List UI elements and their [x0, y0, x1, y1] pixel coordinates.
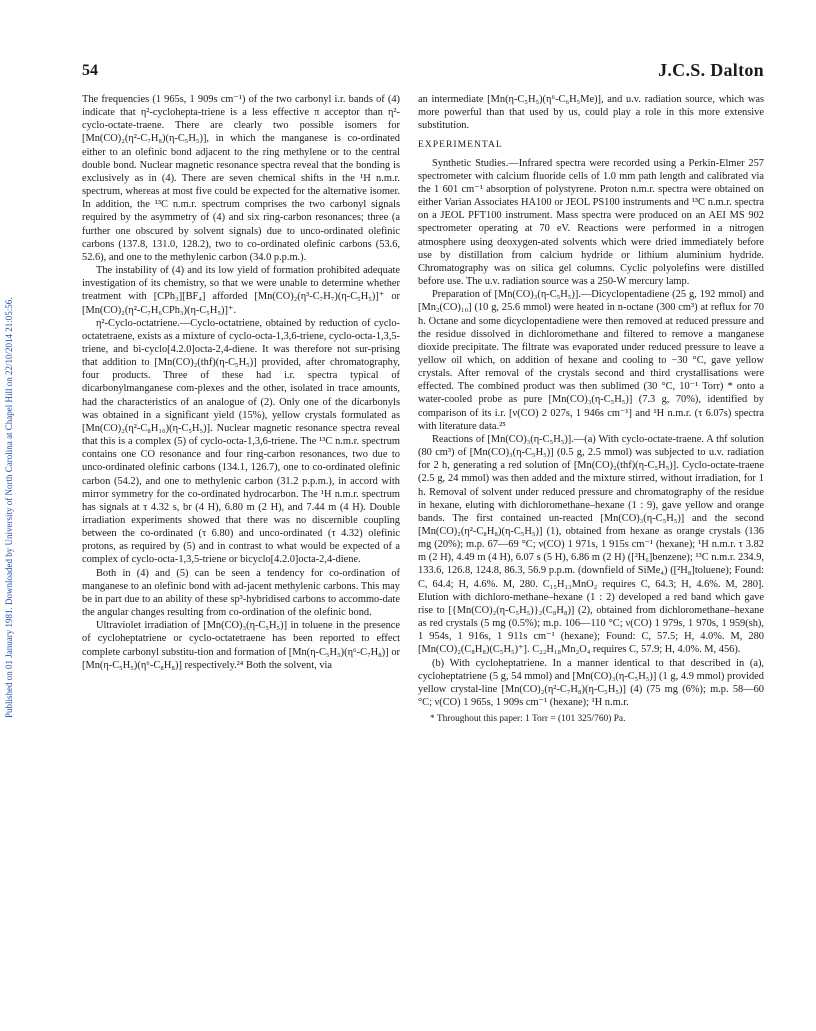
- download-stamp: [2, 140, 18, 720]
- paragraph: Both in (4) and (5) can be seen a tendency for co-ordination of manganese to an olefinic bond with ad-jacent methylenic carbons. This may be in part due to an ability of these sp³-hybridised carbons to accommo-date the angular changes resulting from co-ordination of the olefinic bond.: [82, 567, 400, 619]
- section-heading: EXPERIMENTAL: [418, 139, 503, 151]
- paragraph: an intermediate [Mn(η-C₅H₅)(η⁶-C₆H₅Me)], and u.v. radiation source, which was more powerful than that used by us, could play a role in this more extensive substitution.: [418, 94, 764, 132]
- paragraph: The instability of (4) and its low yield of formation prohibited adequate investigation of its chemistry, so that we were unable to determine whether treatment with [CPh₃][BF₄] afforded [Mn(CO)₂(η³-C₇H₇)(η-C₅H₅)]⁺ or [Mn(CO)₂(η²-C₇H₆CPh₃)(η-C₅H₅)]⁺.: [82, 265, 400, 316]
- download-stamp-text: Published on 01 January 1981. Downloaded by University of North Carolina at Chapel Hill on 22/10/2014 21:05:56.: [4, 297, 14, 718]
- left-column: [82, 93, 400, 672]
- paragraph: η²-Cyclo-octatriene.—Cyclo-octatriene, obtained by reduction of cyclo-octatetraene, exists as a mixture of cyclo-octa-1,3,6-triene, cyclo-octa-1,3,5-triene, and bi-cyclo[4.2.0]octa-2,4-diene. It was therefore not sur-prising that addition to [Mn(CO)₂(thf)(η-C₅H₅)] provided, after chromatography, four products. Three of these had i.r. spectra typical of dicarbonylmanganese com-plexes and the other, isolated in trace amounts, had the characteristics of an analogue of (2). Only one of the dicarbonyls was obtained in a significant yield (15%), yellow crystals formulated as [Mn(CO)₂(η²-C₈H₁₀)(η-C₅H₅)]. Nuclear magnetic resonance spectra reveal that this is a complex (5) of cyclo-octa-1,3,6-triene. The ¹³C n.m.r. spectrum contains one CO resonance and four ring-carbon resonances, two due to unco-ordinated olefinic carbons (134.1, 126.7), one to co-ordinated olefinic carbon (54.2), and one to methylenic carbon (31.2 p.p.m.), in accord with mirror symmetry for the co-ordinated hydrocarbon. The ¹H n.m.r. spectrum has signals at τ 4.32 s, br (4 H), 6.80 m (2 H), and 7.44 m (4 H). Double irradiation experiments showed that there was no discernible coupling between the co-ordinated (τ 6.80) and unco-ordinated (τ 4.32) olefinic protons, as required by (5) and in contrast to what would be expected of a complex of cyclo-octa-1,3,5-triene or bicyclo[4.2.0]octa-2,4-diene.: [82, 317, 400, 566]
- paragraph: The frequencies (1 965s, 1 909s cm⁻¹) of the two carbonyl i.r. bands of (4) indicate that η²-cyclohepta-triene is a less effective π acceptor than η²-cyclo-octate-traene. There are clearly two possible isomers for [Mn(CO)₂(η²-C₇H₈)(η-C₅H₅)], in which the manganese is co-ordinated either to an olefinic bond adjacent to the ring methylene or to the central double bond. Nuclear magnetic resonance spectra reveal that the bonding is exclusively as in (4). There are seven chemical shifts in the ¹H n.m.r. spectrum, whereas at most five could be expected for the alternative isomer. In addition, the ¹³C n.m.r. spectrum comprises the two carbonyl signals required by the asymmetry of (4) and six ring-carbon resonances; three (a further one obscured by solvent signals) due to unco-ordinated olefinic carbons (137.8, 131.0, 128.2), two to co-ordinated olefinic carbons (53.6, 52.6), and one to the methylenic carbon (34.0 p.p.m.).: [82, 94, 400, 263]
- footnote: * Throughout this paper: 1 Torr = (101 325/760) Pa.: [430, 714, 626, 725]
- paragraph: Reactions of [Mn(CO)₃(η-C₅H₅)].—(a) With cyclo-octate-traene. A thf solution (80 cm³) of [Mn(CO)₃(η-C₅H₅)] (0.5 g, 2.5 mmol) was subjected to u.v. radiation for 2 h, generating a red solution of [Mn(CO)₂(thf)(η-C₅H₅)]. Cyclo-octate-traene (2.5 g, 24 mmol) was then added and the mixture stirred, without irradiation, for 1 h. Removal of solvent under reduced pressure and chromatography of the residue in hexane, eluting with dichloromethane–hexane (1 : 9), gave yellow and orange bands. The first contained un-reacted [Mn(CO)₃(η-C₅H₅)] and the second [Mn(CO)₂(η²-C₈H₈)(η-C₅H₅)] (1), obtained from hexane as orange crystals (136 mg (20%); m.p. 67—69 °C; ν(CO) 1 971s, 1 915s cm⁻¹ (hexane); ¹H n.m.r. τ 3.82 m (2 H), 4.49 m (4 H), 6.07 s (5 H), 6.86 m (2 H) ([²H₆]benzene); ¹³C n.m.r. 234.9, 133.6, 126.8, 124.8, 86.3, 56.9 p.p.m. (downfield of SiMe₄) ([²H₈]toluene); Found: C, 64.4; H, 4.6%. M, 280. C₁₅H₁₃MnO₂ requires C, 64.3; H, 4.6%. M, 280]. Elution with dichloro-methane–hexane (1 : 2) developed a red band which gave rise to [{Mn(CO)₂(η-C₅H₅)}₂(C₈H₈)] (2), obtained from dichloromethane–hexane as red crystals (5 mg (0.5%); m.p. 106—110 °C; ν(CO) 1 979s, 1 970s, 1 959(sh), 1 954s, 1 916s, 1 911s cm⁻¹ (hexane); Found: C, 57.5; H, 4.0%. M, 280 [Mn(CO)₂(C₈H₈)(C₅H₅)⁺]. C₂₂H₁₈Mn₂O₄ requires C, 57.9; H, 4.0%. M, 456).: [418, 433, 764, 656]
- paragraph: Ultraviolet irradiation of [Mn(CO)₃(η-C₅H₅)] in toluene in the presence of cycloheptatriene or cyclo-octatetraene has been reported to effect complete carbonyl substitu-tion and formation of [Mn(η-C₅H₅)(η⁶-C₇H₈)] or [Mn(η-C₅H₅)(η⁶-C₈H₈)] respectively.²⁴ Both the solvent, via: [82, 620, 400, 671]
- right-column: [418, 93, 764, 726]
- paragraph: (b) With cycloheptatriene. In a manner identical to that described in (a), cycloheptatriene (5 g, 54 mmol) and [Mn(CO)₃(η-C₅H₅)] (1 g, 4.9 mmol) provided yellow crystal-line [Mn(CO)₂(η²-C₇H₈)(η-C₅H₅)] (4) (75 mg (6%); m.p. 58—60 °C; ν(CO) 1 965s, 1 909s cm⁻¹ (hexane); ¹H n.m.r.: [418, 657, 764, 709]
- page-number: 54: [82, 62, 98, 79]
- journal-title: J.C.S. Dalton: [658, 60, 764, 80]
- paragraph: Preparation of [Mn(CO)₃(η-C₅H₅)].—Dicyclopentadiene (25 g, 192 mmol) and [Mn₂(CO)₁₀] (10 g, 25.6 mmol) were heated in n-octane (300 cm³) at reflux for 70 h. Octane and some dicyclopentadiene were then removed at reduced pressure and the residue dissolved in dichloromethane and filtered to remove a manganese dioxide precipitate. The filtrate was evaporated under reduced pressure to leave a yellow oil which, on addition of hexane and cooling to −30 °C, gave yellow crystals. After removal of the crystals second and third crystallisations were effected. The combined product was then sublimed (30 °C, 10⁻¹ Torr) * onto a water-cooled probe as pure [Mn(CO)₃(η-C₅H₅)] (7.3 g, 70%), identified by comparison of its i.r. [ν(CO) 2 027s, 1 946s cm⁻¹] and ¹H n.m.r. (τ 6.07s) spectra with literature data.²⁵: [418, 289, 764, 432]
- paragraph: Synthetic Studies.—Infrared spectra were recorded using a Perkin-Elmer 257 spectrometer with calcium fluoride cells of 1.0 mm path length and calibrated via the 1 601 cm⁻¹ absorption of polystyrene. Proton n.m.r. spectra were obtained on either Varian Associates HA100 or JEOL PS100 instruments and ¹³C n.m.r. spectra on a JEOL PFT100 instrument. Mass spectra were produced on an AEI MS 902 spectrometer operating at 70 eV. Reactions were performed in a nitrogen atmosphere using deoxygen-ated solvents which were dried immediately before use by distillation from calcium hydride or lithium aluminium hydride. Chromatography was on silica gel columns. Cyclic polyolefins were distilled before use. The u.v. radiation source was a 250-W mercury lamp.: [418, 157, 764, 288]
